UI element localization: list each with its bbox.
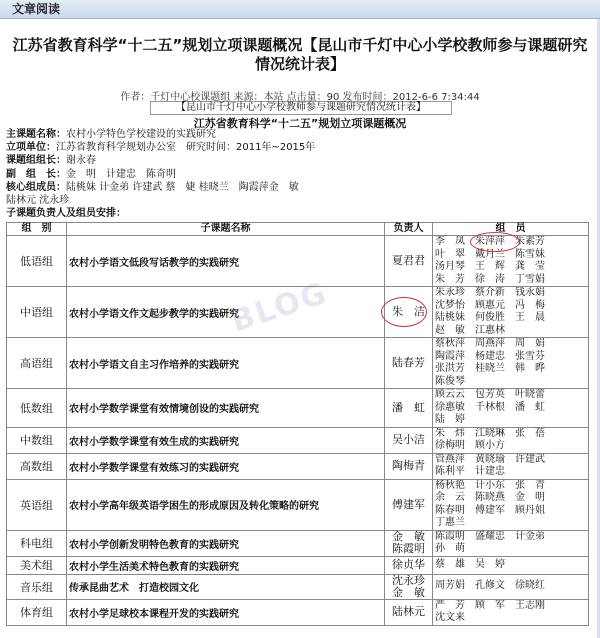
member-line: 朱永珍 蔡介新 钱永娟 — [435, 287, 545, 298]
member-line: 周芳娟 孔修文 徐晓红 — [435, 580, 545, 592]
header-members: 组 员 — [433, 223, 589, 236]
info-line — [6, 154, 315, 167]
table-row — [7, 427, 589, 453]
table-row — [7, 530, 589, 556]
member-line: 顾云云 包芳英 叶晓蕾 — [435, 389, 545, 400]
members-cell — [433, 479, 589, 530]
group-cell: 中语组 — [7, 287, 67, 338]
info-line — [6, 168, 315, 181]
member-line: 陈春明 傅建军 顾丹姐 — [435, 504, 545, 516]
topic-cell: 农村小学数学课堂有效练习的实践研究 — [67, 453, 385, 479]
table-row — [7, 338, 589, 389]
info-line — [6, 181, 315, 194]
member-line: 管燕萍 黄晓瑜 许建武 — [435, 453, 545, 465]
tab-article-reading[interactable]: 文章阅读 — [12, 2, 61, 16]
project-info — [6, 128, 315, 220]
leader-cell: 潘 虹 — [385, 389, 433, 428]
article-reading-bar — [0, 0, 600, 19]
members-cell — [433, 556, 589, 574]
member-line: 丁惠兰 — [435, 517, 465, 528]
members-cell — [433, 389, 589, 428]
members-cell — [433, 453, 589, 479]
info-label: 核心组成员： — [6, 181, 66, 193]
member-line: 叶 翠 戴月兰 陈雪妹 — [435, 248, 545, 260]
info-label: 子课题负责人及组员安排： — [6, 208, 126, 220]
member-line: 徐梅明 顾小方 — [435, 440, 505, 451]
member-line: 杨秋艳 计小东 张 青 — [435, 479, 545, 491]
header-group: 组 别 — [7, 223, 67, 236]
table-row — [7, 479, 589, 530]
article-meta: 作者：千灯中心校课题组 来源：本站 点击量：90 发布时间：2012-6-6 7:34:44 — [120, 92, 480, 103]
members-cell — [433, 599, 589, 625]
group-cell: 高语组 — [7, 338, 67, 389]
leader-cell: 朱 洁 — [385, 287, 433, 338]
leader-cell: 傅建军 — [385, 479, 433, 530]
red-circle-mark — [470, 232, 520, 252]
table-caption: 【昆山市千灯中心小学校教师参与课题研究情况统计表】 — [150, 101, 452, 115]
table-row — [7, 599, 589, 625]
leader-cell: 吴小洁 — [385, 427, 433, 453]
member-line: 沈文来 — [435, 612, 465, 623]
table-subtitle: 江苏省教育科学“十二五”规划立项课题概况 — [193, 117, 407, 130]
topic-cell: 农村小学数学课堂有效生成的实践研究 — [67, 427, 385, 453]
leader-cell: 沈永珍 金 敏 — [385, 574, 433, 599]
watermark: BLOG — [227, 275, 333, 340]
red-circle-mark — [381, 297, 427, 327]
info-value: 金 明 计建忠 陈奇明 — [66, 168, 176, 180]
table-row — [7, 574, 589, 599]
topic-cell: 农村小学数学课堂有效情境创设的实践研究 — [67, 389, 385, 428]
info-label: 课题组组长： — [6, 155, 66, 167]
header-leader: 负责人 — [385, 223, 433, 236]
member-line: 朱 芳 徐 涛 丁雪娟 — [435, 273, 545, 285]
info-value: 谢永春 — [66, 155, 96, 167]
info-label: 立项单位： — [6, 142, 56, 154]
leader-cell: 陶梅青 — [385, 453, 433, 479]
group-cell: 低数组 — [7, 389, 67, 428]
info-line — [6, 128, 315, 141]
member-line: 陈俊琴 — [435, 375, 465, 387]
group-cell: 中数组 — [7, 427, 67, 453]
table-row — [7, 389, 589, 428]
topic-cell: 农村小学语文自主习作培养的实践研究 — [67, 338, 385, 389]
info-label: 副 组 长： — [6, 168, 66, 180]
topic-cell: 农村小学创新发明特色教育的实践研究 — [67, 530, 385, 556]
member-line: 蔡 雄 吴 婷 — [435, 558, 505, 570]
group-cell: 低语组 — [7, 236, 67, 287]
topic-cell: 农村小学生活美术特色教育的实践研究 — [67, 556, 385, 574]
article-title: 江苏省教育科学“十二五”规划立项课题概况【昆山市千灯中心小学校教师参与课题研究情况统计表】 — [12, 36, 588, 73]
info-value: 陆林元 沈永珍 — [6, 195, 70, 207]
group-cell: 音乐组 — [7, 574, 67, 599]
members-cell — [433, 427, 589, 453]
member-line: 陶霞萍 杨建忠 张雪芬 — [435, 350, 545, 362]
table-row — [7, 453, 589, 479]
leader-cell: 陆春芳 — [385, 338, 433, 389]
info-line — [6, 141, 315, 154]
info-value: 农村小学特色学校建设的实践研究 — [66, 129, 216, 140]
topic-cell: 传承昆曲艺术 打造校园文化 — [67, 574, 385, 599]
member-line: 严 芳 顾 军 王志刚 — [435, 599, 545, 611]
header-topic: 子课题名称 — [67, 223, 385, 236]
member-line: 赵 敏 江惠林 — [435, 324, 505, 336]
info-value: 陆桃妹 计金弟 许建武 蔡 婕 桂晓兰 陶霞萍金 敏 — [66, 181, 299, 193]
member-line: 李 凤 朱萍萍 朱素芳 — [435, 236, 545, 247]
member-line: 沈梦怡 顾惠元 冯 梅 — [435, 299, 545, 311]
members-cell — [433, 530, 589, 556]
member-line: 蔡秋萍 周燕萍 周 娟 — [435, 338, 545, 349]
group-cell: 体育组 — [7, 599, 67, 625]
info-line — [6, 194, 315, 207]
topic-cell: 农村小学语文低段写话教学的实践研究 — [67, 236, 385, 287]
topic-cell: 农村小学高年级英语学困生的形成原因及转化策略的研究 — [67, 479, 385, 530]
member-line: 陆桃妹 何俊胜 王 晨 — [435, 312, 545, 323]
member-line: 余 云 陈晓燕 金 明 — [435, 492, 545, 503]
leader-cell: 夏君君 — [385, 236, 433, 287]
group-cell: 科电组 — [7, 530, 67, 556]
leader-cell: 陆林元 — [385, 599, 433, 625]
member-line: 张洪芳 桂晓兰 韩 晔 — [435, 363, 545, 374]
topic-cell: 农村小学足球校本课程开发的实践研究 — [67, 599, 385, 625]
member-line: 汤月琴 王 辉 龚 莹 — [435, 261, 545, 272]
group-cell: 高数组 — [7, 453, 67, 479]
member-line: 朱 炜 江晓琳 张 蓓 — [435, 427, 545, 439]
member-line: 陈霞明 盛耀忠 计金弟 — [435, 530, 545, 542]
info-label: 主课题名称： — [6, 129, 66, 140]
member-line: 徐惠敏 千林根 潘 虹 — [435, 401, 545, 413]
group-cell: 英语组 — [7, 479, 67, 530]
info-line — [6, 207, 315, 220]
member-line: 陆 婷 — [435, 414, 465, 425]
leader-cell: 徐贞华 — [385, 556, 433, 574]
table-row — [7, 556, 589, 574]
member-line: 孙 萌 — [435, 543, 465, 554]
member-line: 陈利平 计建忠 — [435, 466, 505, 477]
info-value: 江苏省教育科学规划办公室 研究时间：2011年~2015年 — [56, 142, 316, 154]
members-cell — [433, 338, 589, 389]
topic-cell: 农村小学语文作文起步教学的实践研究 — [67, 287, 385, 338]
leader-cell: 金 敏 陈霞明 — [385, 530, 433, 556]
group-cell: 美术组 — [7, 556, 67, 574]
members-cell — [433, 574, 589, 599]
members-cell — [433, 287, 589, 338]
